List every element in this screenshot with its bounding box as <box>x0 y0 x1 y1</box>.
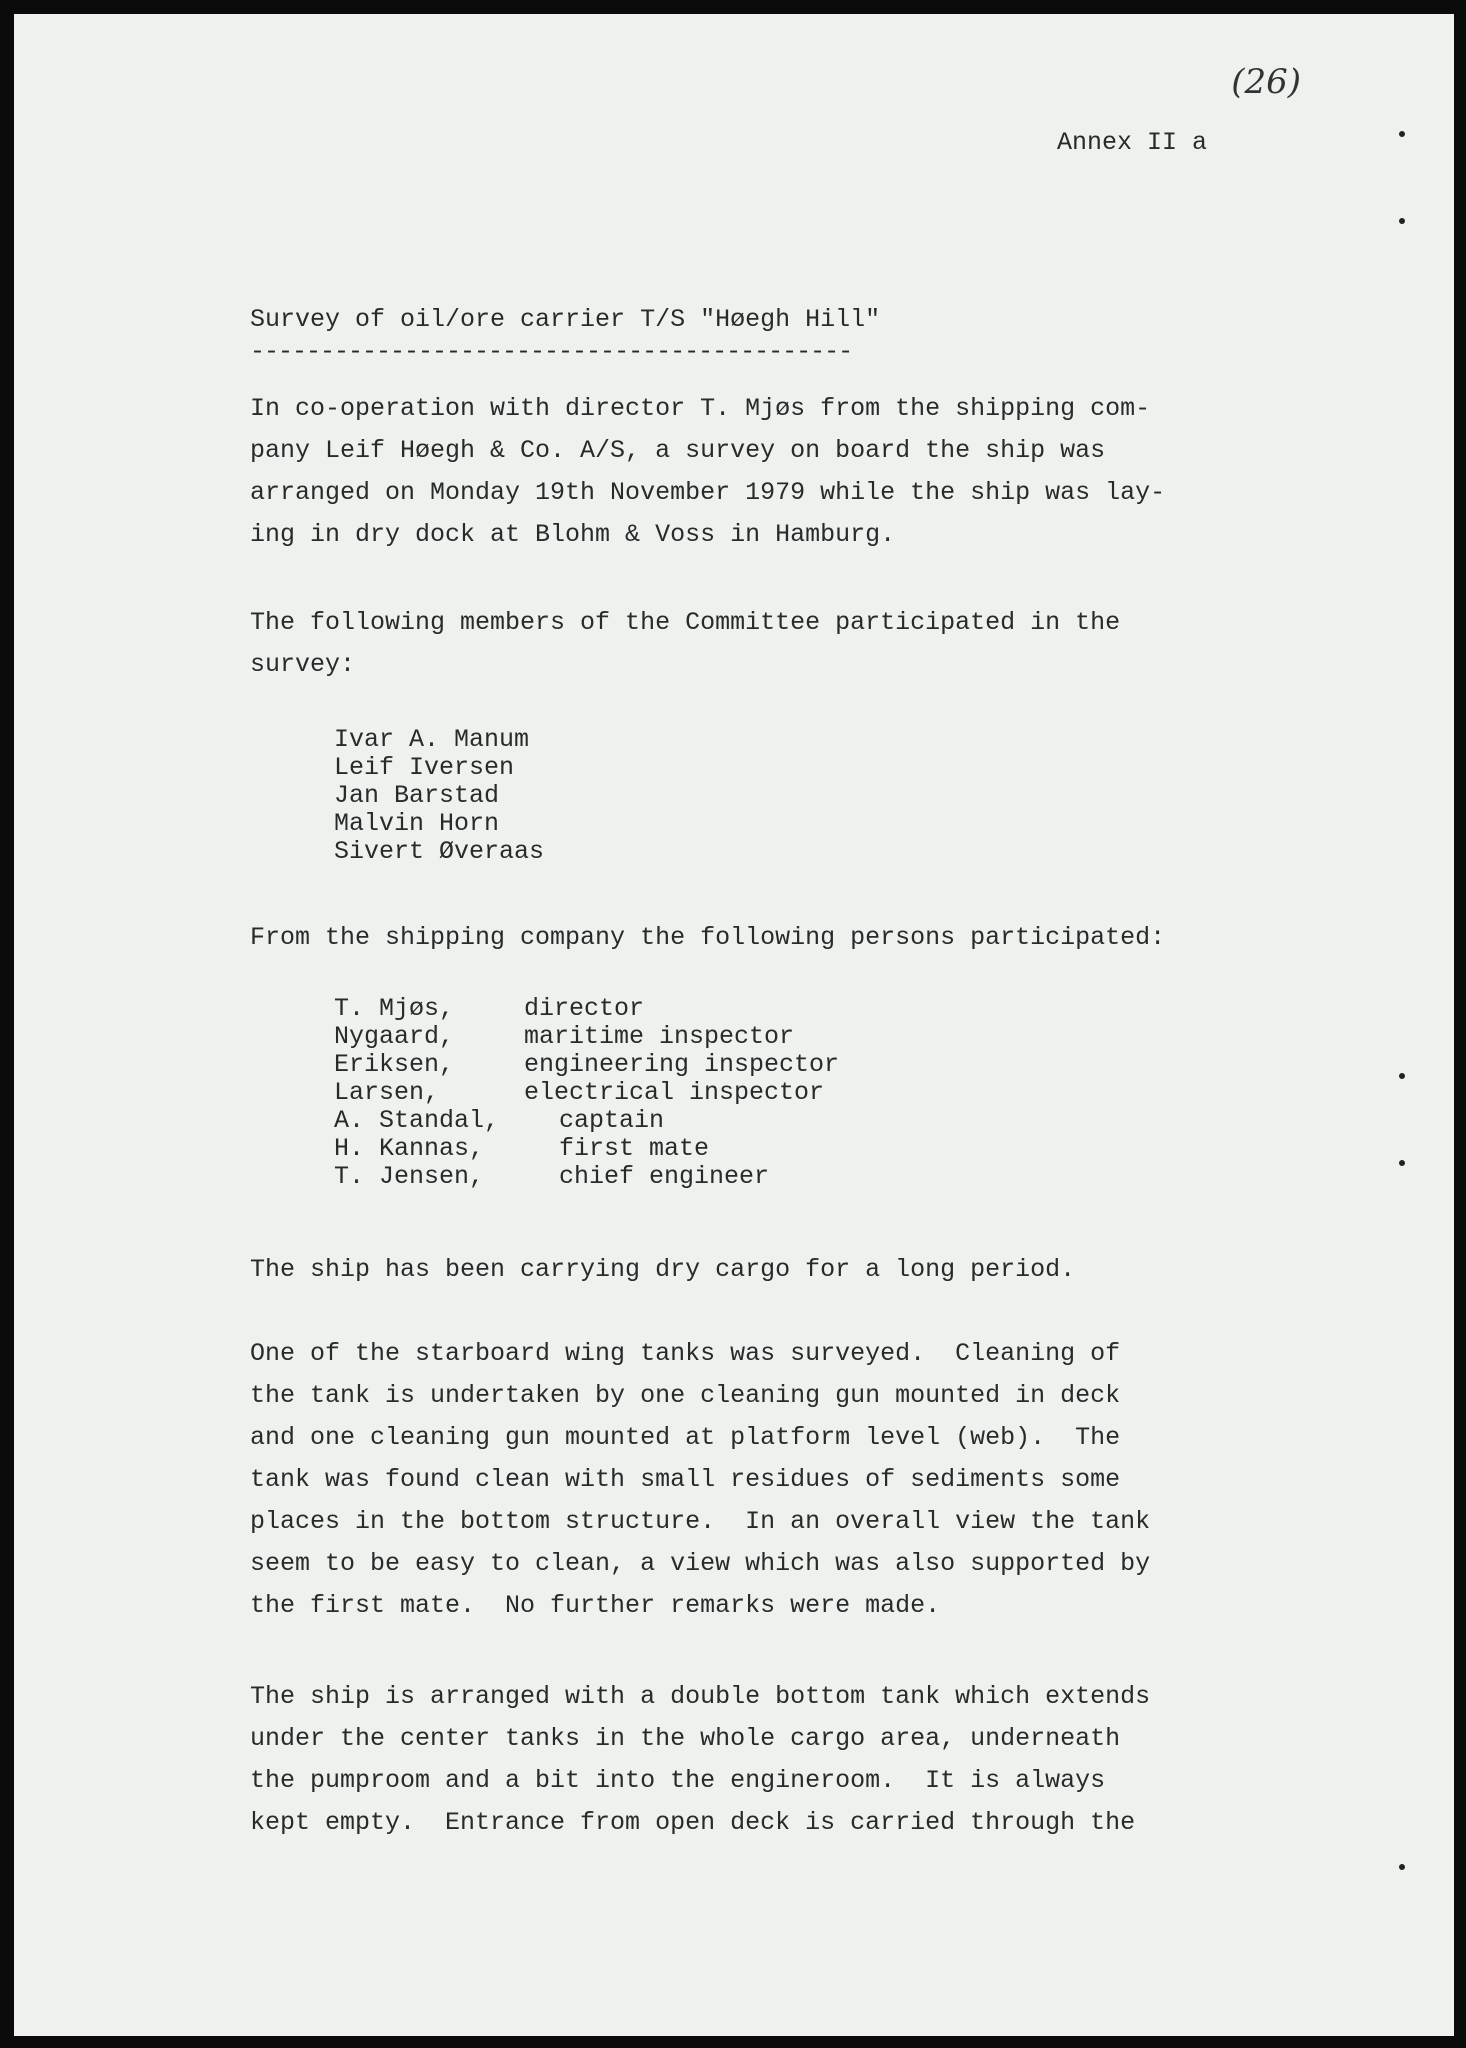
paragraph-line: The following members of the Committee participated in the <box>250 608 1121 637</box>
person-role: engineering inspector <box>524 1050 840 1079</box>
person-role: maritime inspector <box>524 1022 795 1051</box>
paragraph-line: kept empty. Entrance from open deck is carried through the <box>250 1808 1136 1837</box>
committee-intro-paragraph <box>250 602 1120 686</box>
title-underline: ------------------------------------------- <box>250 337 853 366</box>
person-name: Nygaard, <box>334 1022 455 1051</box>
paragraph-line: pany Leif Høegh & Co. A/S, a survey on board the ship was <box>250 436 1106 465</box>
person-name: A. Standal, <box>334 1106 500 1135</box>
person-role: first mate <box>559 1134 710 1163</box>
person-name: Eriksen, <box>334 1050 455 1079</box>
person-name: H. Kannas, <box>334 1134 485 1163</box>
paragraph-line: survey: <box>250 650 356 679</box>
paragraph-line: seem to be easy to clean, a view which was also supported by <box>250 1549 1151 1578</box>
paragraph-line: The ship is arranged with a double bottom tank which extends <box>250 1682 1151 1711</box>
annex-label: Annex II a <box>1057 128 1208 157</box>
person-role: captain <box>559 1106 665 1135</box>
paragraph-line: In co-operation with director T. Mjøs from the shipping com- <box>250 394 1151 423</box>
wing-tank-paragraph <box>250 1333 1150 1627</box>
document-title: Survey of oil/ore carrier T/S "Høegh Hill" <box>250 305 881 334</box>
committee-member: Ivar A. Manum <box>334 725 530 754</box>
person-role: electrical inspector <box>524 1078 825 1107</box>
paragraph-line: the tank is undertaken by one cleaning gun mounted in deck <box>250 1381 1121 1410</box>
paragraph-line: The ship has been carrying dry cargo for a long period. <box>250 1255 1076 1284</box>
handwritten-page-number: (26) <box>1231 62 1301 102</box>
scan-speck <box>1399 1073 1405 1079</box>
person-name: T. Jensen, <box>334 1162 485 1191</box>
paragraph-line: tank was found clean with small residues of sediments some <box>250 1465 1121 1494</box>
paragraph-line: One of the starboard wing tanks was surveyed. Cleaning of <box>250 1339 1121 1368</box>
company-intro-paragraph <box>250 917 1165 959</box>
scan-speck <box>1399 218 1405 224</box>
double-bottom-paragraph <box>250 1676 1150 1844</box>
paragraph-line: the pumproom and a bit into the engineroom. It is always <box>250 1766 1106 1795</box>
committee-member-list <box>334 726 544 866</box>
paragraph-line: From the shipping company the following persons participated: <box>250 923 1166 952</box>
person-name: T. Mjøs, <box>334 994 455 1023</box>
person-role: chief engineer <box>559 1162 770 1191</box>
committee-member: Sivert Øveraas <box>334 837 545 866</box>
committee-member: Jan Barstad <box>334 781 500 810</box>
paragraph-line: places in the bottom structure. In an overall view the tank <box>250 1507 1151 1536</box>
person-role: director <box>524 994 645 1023</box>
paragraph-line: ing in dry dock at Blohm & Voss in Hamburg. <box>250 520 896 549</box>
paragraph-line: and one cleaning gun mounted at platform level (web). The <box>250 1423 1121 1452</box>
committee-member: Malvin Horn <box>334 809 500 838</box>
committee-member: Leif Iversen <box>334 753 515 782</box>
intro-paragraph <box>250 388 1165 556</box>
dry-cargo-paragraph <box>250 1249 1075 1291</box>
scan-speck <box>1399 131 1405 137</box>
scan-speck <box>1399 1864 1405 1870</box>
person-name: Larsen, <box>334 1078 440 1107</box>
paragraph-line: arranged on Monday 19th November 1979 while the ship was lay- <box>250 478 1166 507</box>
scan-speck <box>1399 1160 1405 1166</box>
paragraph-line: under the center tanks in the whole cargo area, underneath <box>250 1724 1121 1753</box>
paragraph-line: the first mate. No further remarks were made. <box>250 1591 941 1620</box>
